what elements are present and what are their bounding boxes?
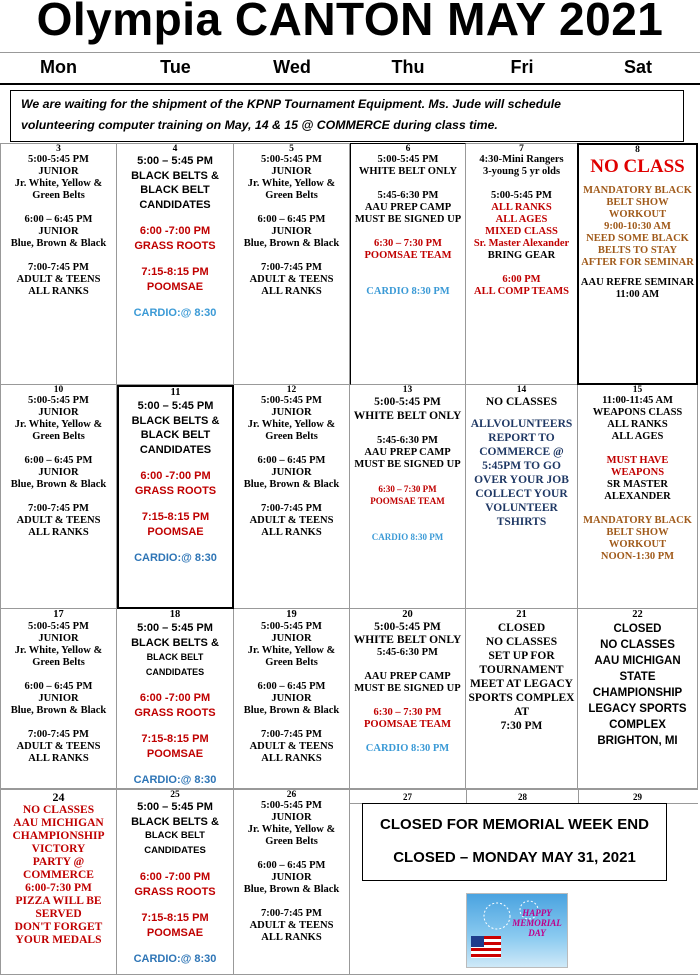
class-text: WEAPONS <box>610 467 665 478</box>
class-text: GRASS ROOTS <box>134 885 216 898</box>
date-number: 7 <box>519 144 524 154</box>
time: 5:00-5:45 PM <box>28 154 89 165</box>
class-text: YOUR MEDALS <box>15 934 102 946</box>
class-text: Jr. White, Yellow & <box>14 178 103 189</box>
class-text: CANDIDATES <box>139 443 212 456</box>
class-text: NO CLASSES <box>600 639 675 651</box>
time: 5:00-5:45 PM <box>261 154 322 165</box>
time: 6:00 -7:00 PM <box>139 871 211 883</box>
time: 6:00 -7:00 PM <box>140 470 211 482</box>
class-text: ALL RANKS <box>28 286 89 297</box>
class-text: LEGACY SPORTS <box>588 703 687 715</box>
notice-line-2: volunteering computer training on May, 14 & 15 @ COMMERCE during class time. <box>21 118 498 132</box>
class-text: GRASS ROOTS <box>134 706 216 719</box>
date-number: 8 <box>635 145 640 155</box>
class-text: COMPLEX <box>609 719 666 731</box>
date-number: 12 <box>286 385 297 395</box>
class-text: BELT SHOW <box>606 197 669 208</box>
day-cell-21 <box>466 609 578 789</box>
class-text: ADULT & TEENS <box>249 741 334 752</box>
date-number: 26 <box>286 790 297 800</box>
time: 6:00 – 6:45 PM <box>24 214 93 225</box>
class-text: ADULT & TEENS <box>16 274 101 285</box>
class-text: MUST HAVE <box>606 455 669 466</box>
class-text: CHAMPIONSHIP <box>12 830 105 842</box>
class-text: JUNIOR <box>271 467 312 478</box>
date-number: 19 <box>286 609 297 620</box>
class-text: ALL RANKS <box>261 286 322 297</box>
time: 5:00-5:45 PM <box>261 621 322 632</box>
class-text: BLACK BELTS & <box>131 815 219 828</box>
time: 7:15-8:15 PM <box>141 912 209 924</box>
class-text: 3-young 5 yr olds <box>482 166 561 177</box>
date-number: 13 <box>402 385 413 395</box>
class-text: AT <box>513 706 530 718</box>
class-text: ADULT & TEENS <box>16 515 101 526</box>
class-text: MANDATORY BLACK <box>583 515 692 526</box>
class-text: STATE <box>619 671 656 683</box>
class-text: JUNIOR <box>271 633 312 644</box>
date-number: 14 <box>516 385 527 395</box>
notice-box <box>10 90 684 142</box>
class-text: REPORT TO <box>488 432 555 444</box>
class-text: Jr. White, Yellow & <box>247 178 336 189</box>
class-text: ALL RANKS <box>607 419 668 430</box>
time: 5:00-5:45 PM <box>491 190 552 201</box>
weekday-sat: Sat <box>623 57 652 77</box>
class-text: CLOSED <box>613 623 662 635</box>
day-cell-5 <box>234 143 350 385</box>
class-text: POOMSAE <box>146 747 204 760</box>
class-text: AFTER FOR SEMINAR <box>581 257 694 268</box>
class-text: NO CLASSES <box>22 804 95 816</box>
time: 5:00-5:45 PM <box>374 396 441 408</box>
notice-line-1: We are waiting for the shipment of the KPNP Tournament Equipment. Ms. Jude will schedule <box>21 97 561 111</box>
class-text: Blue, Brown & Black <box>243 479 340 490</box>
class-text: GRASS ROOTS <box>134 239 216 252</box>
class-text: WORKOUT <box>608 209 667 220</box>
date-number: 11 <box>170 387 181 398</box>
day-cell-13 <box>350 385 466 609</box>
class-text: POOMSAE TEAM <box>363 719 452 730</box>
time: 6:00 – 6:45 PM <box>257 681 326 692</box>
class-text: GRASS ROOTS <box>134 484 217 497</box>
class-text: POOMSAE <box>146 926 204 939</box>
class-text: AAU PREP CAMP <box>364 447 451 458</box>
class-text: WHITE BELT ONLY <box>353 410 462 422</box>
class-text: CANDIDATES <box>144 844 206 856</box>
class-text: WHITE BELT ONLY <box>353 634 462 646</box>
class-text: JUNIOR <box>271 812 312 823</box>
class-text: BRIGHTON, MI <box>597 735 678 747</box>
class-text: ADULT & TEENS <box>249 515 334 526</box>
date-number: 3 <box>56 144 61 154</box>
time: 7:15-8:15 PM <box>141 733 209 745</box>
class-text: Blue, Brown & Black <box>243 705 340 716</box>
weekday-tue: Tue <box>160 57 191 77</box>
time: 7:00-7:45 PM <box>28 729 89 740</box>
class-text: JUNIOR <box>38 633 79 644</box>
class-text: SERVED <box>35 908 82 920</box>
class-text: 4:30-Mini Rangers <box>479 154 564 165</box>
class-text: JUNIOR <box>38 226 79 237</box>
time: 6:00 – 6:45 PM <box>257 860 326 871</box>
memorial-line-1: CLOSED FOR MEMORIAL WEEK END <box>380 816 649 833</box>
class-text: TOURNAMENT <box>479 664 564 676</box>
cardio-text: CARDIO 8:30 PM <box>366 286 450 297</box>
class-text: COLLECT YOUR <box>475 488 568 500</box>
class-text: MEET AT LEGACY <box>470 678 573 690</box>
class-text: SET UP FOR <box>488 650 555 662</box>
date-number: 25 <box>170 790 180 800</box>
class-text: POOMSAE <box>146 280 204 293</box>
date-number: 21 <box>516 609 527 620</box>
time: 7:00-7:45 PM <box>261 908 322 919</box>
class-text: ALL COMP TEAMS <box>474 286 569 297</box>
class-text: BLACK BELTS & <box>131 414 220 427</box>
weekday-thu: Thu <box>391 57 425 77</box>
class-text: JUNIOR <box>271 407 312 418</box>
time: 5:00 – 5:45 PM <box>137 400 214 412</box>
class-text: BLACK BELT <box>140 429 211 441</box>
day-cell-4 <box>117 143 234 385</box>
class-text: 5:45PM TO GO <box>482 460 561 472</box>
class-text: JUNIOR <box>38 166 79 177</box>
date-number: 24 <box>52 790 65 804</box>
class-text: WORKOUT <box>608 539 667 550</box>
class-text: JUNIOR <box>271 226 312 237</box>
time: 7:00-7:45 PM <box>28 503 89 514</box>
class-text: SR MASTER <box>607 479 668 490</box>
class-text: ALL AGES <box>495 214 548 225</box>
class-text: JUNIOR <box>271 693 312 704</box>
class-text: BLACK BELT <box>145 830 205 841</box>
class-text: Green Belts <box>265 836 318 847</box>
class-text: JUNIOR <box>38 467 79 478</box>
weekday-fri: Fri <box>510 57 534 77</box>
class-text: OVER YOUR JOB <box>474 474 569 486</box>
day-cell-24 <box>0 789 117 975</box>
time: 6:00 – 6:45 PM <box>24 455 93 466</box>
date-number: 4 <box>172 144 178 154</box>
class-text: Blue, Brown & Black <box>10 238 107 249</box>
date-number: 15 <box>632 385 643 395</box>
time: 5:00-5:45 PM <box>261 800 322 811</box>
day-cell-25 <box>117 789 234 975</box>
class-text: PIZZA WILL BE <box>15 895 102 907</box>
day-cell-19 <box>234 609 350 789</box>
class-text: Green Belts <box>32 190 85 201</box>
class-text: 6:00-7:30 PM <box>25 882 92 894</box>
class-text: WEAPONS CLASS <box>592 407 683 418</box>
time: 5:45-6:30 PM <box>377 435 438 446</box>
class-text: COMMERCE <box>23 869 94 881</box>
divider <box>466 789 467 803</box>
day-cell-14 <box>466 385 578 609</box>
class-text: AAU REFRE SEMINAR <box>580 277 695 288</box>
weekday-wed: Wed <box>273 57 311 77</box>
day-cell-22 <box>578 609 698 789</box>
class-text: Blue, Brown & Black <box>10 705 107 716</box>
class-text: CANDIDATES <box>139 198 211 211</box>
class-text: Green Belts <box>32 431 85 442</box>
date-number-28: 28 <box>518 792 527 802</box>
class-text: WHITE BELT ONLY <box>358 166 458 177</box>
class-text: Jr. White, Yellow & <box>14 419 103 430</box>
cardio-text: CARDIO 8:30 PM <box>371 532 444 542</box>
date-number: 22 <box>632 609 643 620</box>
day-cell-12 <box>234 385 350 609</box>
class-text: 7:30 PM <box>500 720 543 732</box>
time: 6:00 -7:00 PM <box>139 225 211 237</box>
class-text: ALL RANKS <box>261 753 322 764</box>
time: 7:00-7:45 PM <box>261 503 322 514</box>
image-caption: HAPPY <box>522 908 552 918</box>
class-text: ADULT & TEENS <box>249 920 334 931</box>
class-text: BLACK BELTS & <box>131 636 219 649</box>
date-number: 5 <box>289 144 294 154</box>
class-text: ALL AGES <box>611 431 664 442</box>
class-text: DON'T FORGET <box>14 921 103 933</box>
class-text: ALL RANKS <box>261 932 322 943</box>
date-number: 10 <box>53 385 64 395</box>
class-text: MANDATORY BLACK <box>583 185 692 196</box>
time: 7:00-7:45 PM <box>261 262 322 273</box>
class-text: NOON-1:30 PM <box>600 551 675 562</box>
day-cell-7 <box>466 143 578 385</box>
class-text: Green Belts <box>265 657 318 668</box>
memorial-notice <box>362 803 667 881</box>
time: 6:00 – 6:45 PM <box>24 681 93 692</box>
image-caption: DAY <box>528 928 546 938</box>
cardio-text: CARDIO:@ 8:30 <box>133 307 217 319</box>
time: 6:00 – 6:45 PM <box>257 214 326 225</box>
class-text: BELTS TO STAY <box>597 245 678 256</box>
page-title: Olympia CANTON MAY 2021 <box>36 0 664 45</box>
class-text: POOMSAE <box>147 525 204 538</box>
time: 7:15-8:15 PM <box>141 266 209 278</box>
class-text: JUNIOR <box>271 166 312 177</box>
class-text: Jr. White, Yellow & <box>247 645 336 656</box>
day-cell-15 <box>578 385 698 609</box>
day-cell-17 <box>0 609 117 789</box>
class-text: CLOSED <box>497 622 546 634</box>
date-number: 20 <box>402 609 413 620</box>
class-text: AAU MICHIGAN <box>594 655 681 667</box>
time: 7:00-7:45 PM <box>261 729 322 740</box>
class-text: ALL RANKS <box>261 527 322 538</box>
date-number: 17 <box>53 609 64 620</box>
date-number: 18 <box>169 609 181 620</box>
date-number: 6 <box>405 144 411 154</box>
class-text: BLACK BELT CANDIDATES <box>145 652 205 677</box>
time: 5:00-5:45 PM <box>374 621 441 633</box>
class-text: Green Belts <box>32 657 85 668</box>
class-text: MIXED CLASS <box>485 226 558 237</box>
class-text: AAU PREP CAMP <box>364 202 452 213</box>
time: 5:00 – 5:45 PM <box>137 622 213 634</box>
time: 6:00 PM <box>502 274 541 285</box>
class-text: Jr. White, Yellow & <box>14 645 103 656</box>
weekday-mon: Mon <box>40 57 77 77</box>
date-number-29: 29 <box>633 792 642 802</box>
memorial-line-2: CLOSED – MONDAY MAY 31, 2021 <box>393 849 636 866</box>
date-number-27: 27 <box>403 792 412 802</box>
time: 7:15-8:15 PM <box>141 511 210 523</box>
class-text: ADULT & TEENS <box>249 274 334 285</box>
day-cell-8 <box>577 143 698 385</box>
class-text: JUNIOR <box>38 693 79 704</box>
class-text: NO CLASSES <box>485 396 558 408</box>
class-text: BLACK BELTS & <box>131 169 219 182</box>
class-text: ADULT & TEENS <box>16 741 101 752</box>
time: 6:30 – 7:30 PM <box>373 707 442 718</box>
day-cell-3 <box>0 143 117 385</box>
class-text: AAU MICHIGAN <box>13 817 104 829</box>
class-text: NO CLASSES <box>485 636 558 648</box>
time: 5:00-5:45 PM <box>28 395 89 406</box>
class-text: JUNIOR <box>271 872 312 883</box>
class-text: VICTORY <box>31 843 86 855</box>
day-cell-11 <box>117 385 234 609</box>
class-text: 11:00 AM <box>615 289 660 300</box>
cardio-text: CARDIO 8:30 PM <box>365 743 450 754</box>
class-text: SPORTS COMPLEX <box>468 692 575 704</box>
day-cell-20 <box>350 609 466 789</box>
time: 7:00-7:45 PM <box>28 262 89 273</box>
class-text: 9:00-10:30 AM <box>604 221 671 232</box>
memorial-day-image <box>466 893 568 968</box>
time: 5:00 – 5:45 PM <box>137 801 213 813</box>
time: 5:00-5:45 PM <box>377 154 439 165</box>
day-cell-26 <box>234 789 350 975</box>
class-text: Blue, Brown & Black <box>243 238 340 249</box>
class-text: Green Belts <box>265 431 318 442</box>
class-text: Green Belts <box>265 190 318 201</box>
weekday-header <box>0 52 700 85</box>
class-text: AAU PREP CAMP <box>364 671 451 682</box>
class-text: JUNIOR <box>38 407 79 418</box>
time: 6:00 – 6:45 PM <box>257 455 326 466</box>
class-text: NEED SOME BLACK <box>586 233 689 244</box>
day-cell-10 <box>0 385 117 609</box>
class-text: Blue, Brown & Black <box>10 479 107 490</box>
time: 5:45-6:30 PM <box>377 647 438 658</box>
time: 6:30 – 7:30 PM <box>378 484 437 494</box>
class-text: ALLVOLUNTEERS <box>470 418 573 430</box>
time: 6:00 -7:00 PM <box>139 692 211 704</box>
time: 11:00-11:45 AM <box>602 395 673 406</box>
time: 5:00-5:45 PM <box>261 395 322 406</box>
class-text: MUST BE SIGNED UP <box>354 214 462 225</box>
class-text: POOMSAE TEAM <box>364 250 452 261</box>
time: 5:45-6:30 PM <box>377 190 439 201</box>
class-text: Jr. White, Yellow & <box>247 824 336 835</box>
class-text: Jr. White, Yellow & <box>247 419 336 430</box>
cardio-text: CARDIO:@ 8:30 <box>133 774 217 786</box>
class-text: CHAMPIONSHIP <box>592 687 683 699</box>
class-text: MUST BE SIGNED UP <box>354 459 461 470</box>
class-text: TSHIRTS <box>496 516 547 528</box>
no-class-text: NO CLASS <box>590 156 685 177</box>
class-text: ALL RANKS <box>28 527 89 538</box>
class-text: MUST BE SIGNED UP <box>354 683 461 694</box>
class-text: BRING GEAR <box>487 250 556 261</box>
class-text: Sr. Master Alexander <box>473 238 570 249</box>
class-text: BELT SHOW <box>606 527 669 538</box>
class-text: ALL RANKS <box>28 753 89 764</box>
class-text: Blue, Brown & Black <box>243 884 340 895</box>
day-cell-6 <box>350 143 466 385</box>
class-text: POOMSAE TEAM <box>370 496 445 506</box>
class-text: ALL RANKS <box>491 202 552 213</box>
cardio-text: CARDIO:@ 8:30 <box>133 953 217 965</box>
image-caption: MEMORIAL <box>512 918 562 928</box>
memorial-day-image-text <box>511 908 563 938</box>
time: 5:00 – 5:45 PM <box>137 155 213 167</box>
class-text: BLACK BELT <box>140 184 210 196</box>
cardio-text: CARDIO:@ 8:30 <box>134 552 217 564</box>
class-text: VOLUNTEER <box>485 502 558 514</box>
time: 6:30 – 7:30 PM <box>374 238 442 249</box>
class-text: PARTY @ <box>32 856 85 868</box>
divider <box>578 789 579 803</box>
day-cell-18 <box>117 609 234 789</box>
class-text: ALEXANDER <box>604 491 671 502</box>
time: 5:00-5:45 PM <box>28 621 89 632</box>
class-text: COMMERCE @ <box>479 446 564 458</box>
